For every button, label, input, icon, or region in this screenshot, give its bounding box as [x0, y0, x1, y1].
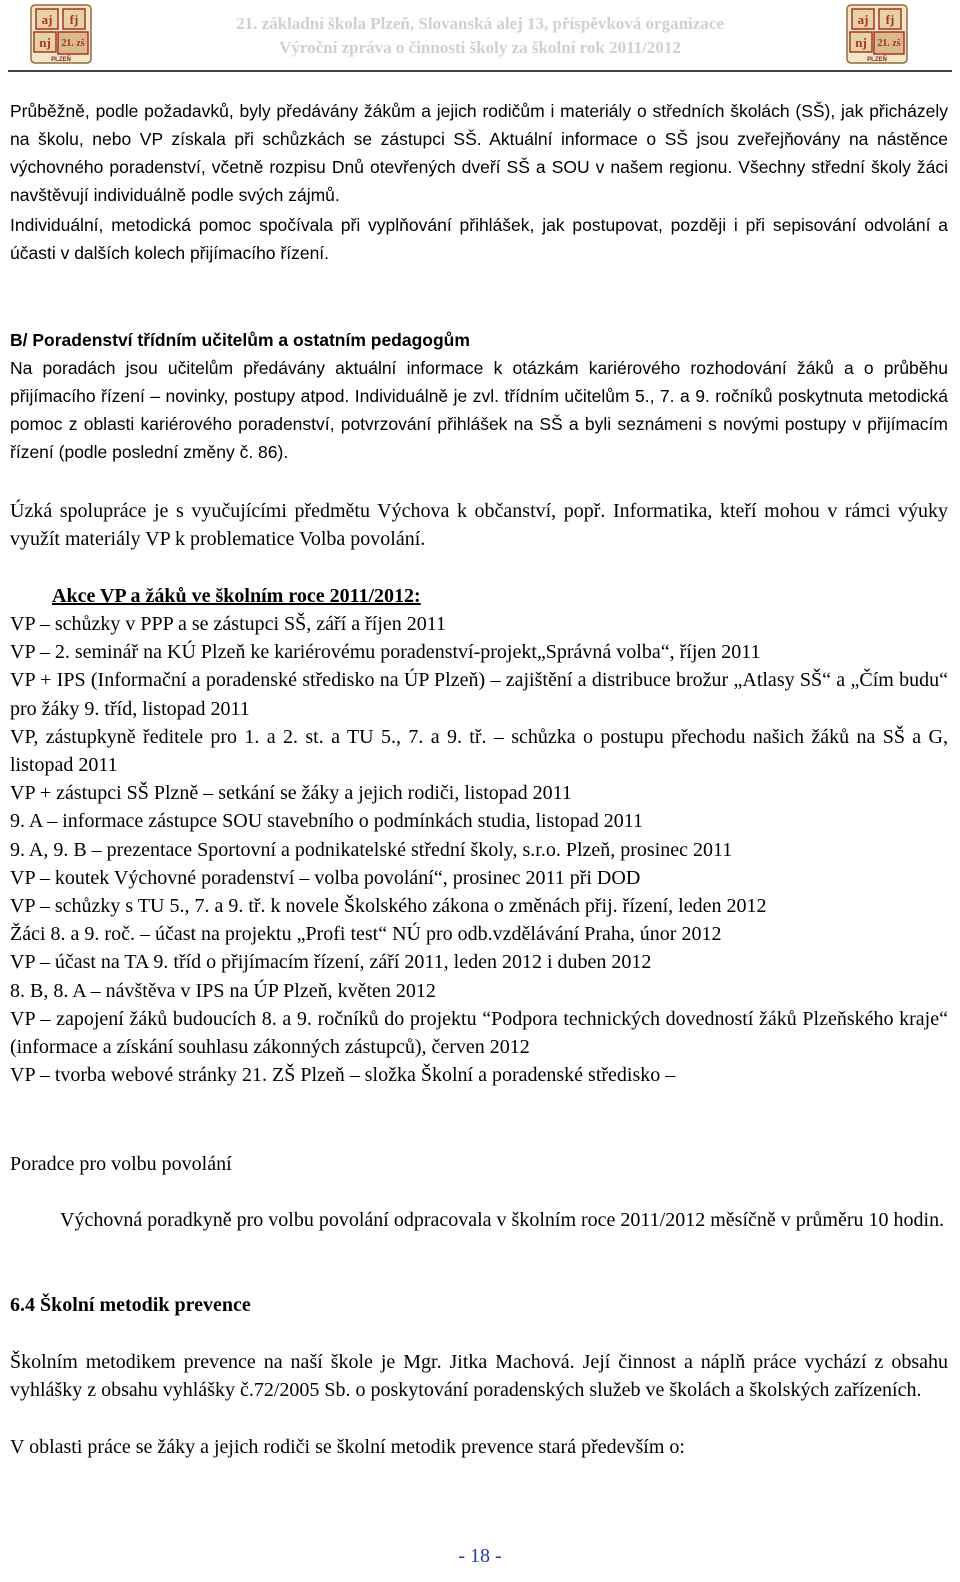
page-header — [0, 0, 960, 70]
header-line-2: Výroční zpráva o činnosti školy za školní rok 2011/2012 — [279, 38, 681, 57]
header-divider — [8, 70, 952, 72]
svg-text:fj: fj — [69, 12, 79, 27]
section-6-4-heading: 6.4 Školní metodik prevence — [10, 1294, 251, 1316]
list-item: VP + IPS (Informační a poradenské středisko na ÚP Plzeň) – zajištění a distribuce brožur „Atlasy SŠ“ a „Čím budu“ pro žáky 9. tříd, listopad 2011 — [10, 669, 948, 720]
list-item: VP – 2. seminář na KÚ Plzeň ke kariérovému poradenství-projekt„Správná volba“, říjen 2011 — [10, 641, 761, 664]
section-6-4-paragraph-1: Školním metodikem prevence na naší škole je Mgr. Jitka Machová. Její činnost a náplň práce vychází z obsahu vyhlášky z obsahu vyhlášky č.72/2005 Sb. o poskytování poradenských služeb ve školách a školských zařízeních. — [10, 1351, 948, 1402]
list-item: 9. A – informace zástupce SOU stavebního o podmínkách studia, listopad 2011 — [10, 810, 644, 833]
list-item: VP + zástupci SŠ Plzně – setkání se žáky a jejich rodiči, listopad 2011 — [10, 782, 572, 805]
list-item: 8. B, 8. A – návštěva v IPS na ÚP Plzeň, květen 2012 — [10, 979, 436, 1002]
svg-text:PLZEŇ: PLZEŇ — [51, 57, 71, 63]
section-6-4-paragraph-2: V oblasti práce se žáky a jejich rodiči se školní metodik prevence stará především o: — [10, 1436, 685, 1458]
actions-list — [10, 610, 948, 1089]
header-line-1: 21. základní škola Plzeň, Slovanská alej 13, příspěvková organizace — [236, 14, 724, 33]
page-number: - 18 - — [458, 1545, 502, 1567]
school-logo-icon — [30, 4, 92, 64]
list-item: VP – schůzky s TU 5., 7. a 9. tř. k novele Školského zákona o změnách přij. řízení, leden 2012 — [10, 895, 767, 918]
list-item: VP – zapojení žáků budoucích 8. a 9. ročníků do projektu “Podpora technických dovedností žáků Plzeňského kraje“ (informace a získání souhlasu zákonných zástupců), červen 2012 — [10, 1007, 948, 1059]
list-item: VP – účast na TA 9. tříd o přijímacím řízení, září 2011, leden 2012 i duben 2012 — [10, 951, 652, 974]
section-b-paragraph-1: Na poradách jsou učitelům předávány aktuální informace k otázkám kariérového rozhodování žáků a o průběhu přijímacího řízení – novinky, postupy atpod. Individuálně je zvl. třídním učitelům 5., 7. a 9. ročníků poskytnuta metodická pomoc z oblasti kariérového poradenství, potvrzování přihlášek na SŠ a byli seznámeni s novými postupy v přijímacím řízení (podle poslední změny č. 86). — [10, 358, 948, 462]
svg-text:21. zš: 21. zš — [61, 38, 85, 49]
svg-text:aj: aj — [857, 12, 869, 27]
list-item: 9. A, 9. B – prezentace Sportovní a podnikatelské střední školy, s.r.o. Plzeň, prosinec 2011 — [10, 838, 733, 861]
svg-text:aj: aj — [41, 12, 53, 27]
svg-text:nj: nj — [855, 35, 867, 50]
list-item: Žáci 8. a 9. roč. – účast na projektu „Profi test“ NÚ pro odb.vzdělávání Praha, únor 2012 — [10, 923, 722, 946]
svg-text:PLZEŇ: PLZEŇ — [867, 57, 887, 63]
list-item: VP – tvorba webové stránky 21. ZŠ Plzeň – složka Školní a poradenské středisko – — [10, 1064, 676, 1087]
intro-paragraph-2: Individuální, metodická pomoc spočívala při vyplňování přihlášek, jak postupovat, později i při sepisování odvolání a účasti v dalších kolech přijímacího řízení. — [10, 215, 948, 263]
section-b-heading: B/ Poradenství třídním učitelům a ostatním pedagogům — [10, 330, 470, 350]
list-item: VP – koutek Výchovné poradenství – volba povolání“, prosinec 2011 při DOD — [10, 866, 641, 889]
actions-heading: Akce VP a žáků ve školním roce 2011/2012: — [52, 585, 421, 607]
svg-text:nj: nj — [39, 35, 51, 50]
list-item: VP – schůzky v PPP a se zástupci SŠ, září a říjen 2011 — [10, 613, 447, 635]
advisor-text: Výchovná poradkyně pro volbu povolání odpracovala v školním roce 2011/2012 měsíčně v průměru 10 hodin. — [60, 1209, 945, 1231]
intro-paragraph-1: Průběžně, podle požadavků, byly předávány žákům a jejich rodičům i materiály o středních školách (SŠ), jak přicházely na školu, nebo VP získala při schůzkách se zástupci SŠ. Aktuální informace o SŠ jsou zveřejňovány na nástěnce výchovného poradenství, včetně rozpisu Dnů otevřených dveří SŠ a SOU v našem regionu. Všechny střední školy žáci navštěvují individuálně podle svých zájmů. — [10, 101, 948, 205]
svg-text:21. zš: 21. zš — [877, 38, 901, 49]
svg-text:fj: fj — [885, 12, 895, 27]
list-item: VP, zástupkyně ředitele pro 1. a 2. st. a TU 5., 7. a 9. tř. – schůzka o postupu přechodu našich žáků na SŠ a G, listopad 2011 — [10, 725, 948, 777]
section-b-paragraph-2: Úzká spolupráce je s vyučujícími předmětu Výchova k občanství, popř. Informatika, kteří mohou v rámci výuky využít materiály VP k problematice Volba povolání. — [10, 500, 948, 551]
header-title — [100, 12, 860, 60]
school-logo-icon — [846, 4, 908, 64]
advisor-title: Poradce pro volbu povolání — [10, 1153, 232, 1175]
